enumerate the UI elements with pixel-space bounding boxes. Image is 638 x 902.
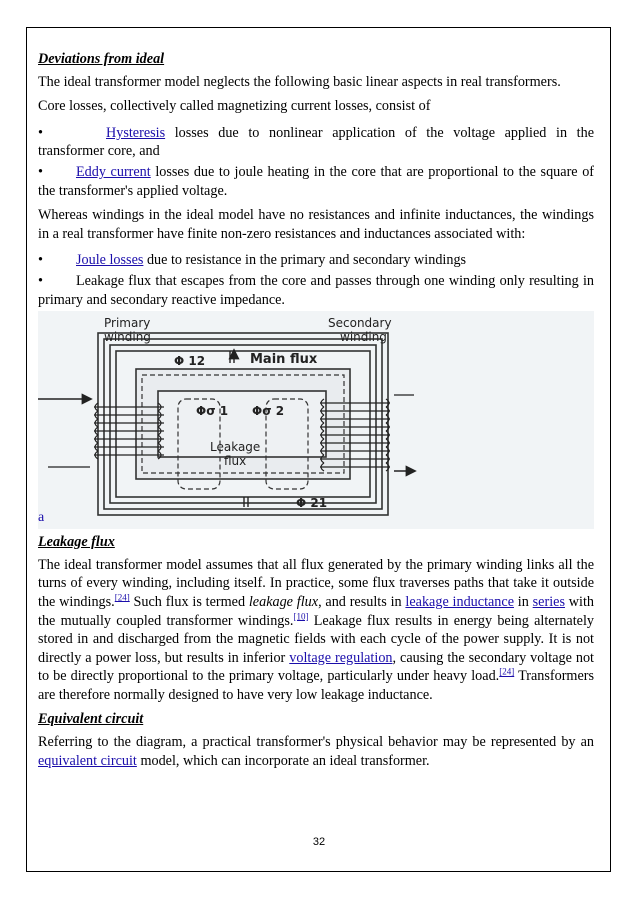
bullet-icon: • <box>38 124 43 141</box>
paragraph: Core losses, collectively called magnetizing current losses, consist of <box>38 98 431 115</box>
return-flux-arrow <box>244 497 248 507</box>
leakage-flux-figure <box>38 311 594 529</box>
series-link[interactable]: series <box>532 593 565 610</box>
list-item: • Eddy current losses due to joule heating in the core that are proportional to the square of the transformer's applied voltage. <box>38 163 595 199</box>
phi-sigma1-label: Φσ 1 <box>196 404 229 419</box>
secondary-label-1: Secondary <box>328 316 392 331</box>
paragraph: The ideal transformer model neglects the following basic linear aspects in real transformers. <box>38 73 561 90</box>
leakage-inductance-link[interactable]: leakage inductance <box>405 593 514 610</box>
section-heading-equivalent: Equivalent circuit <box>38 711 144 728</box>
reference-link[interactable]: [24] <box>499 666 515 677</box>
main-flux-label: Main flux <box>250 352 318 368</box>
voltage-regulation-link[interactable]: voltage regulation <box>289 649 393 666</box>
section-heading-deviations: Deviations from ideal <box>38 51 165 67</box>
bullet-icon: • <box>38 252 43 269</box>
equivalent-paragraph: Referring to the diagram, a practical transformer's physical behavior may be represented by an equivalent circuit model, which can incorporate an ideal transformer. <box>38 734 594 769</box>
equivalent-circuit-link[interactable]: equivalent circuit <box>38 752 137 769</box>
page-content <box>38 50 594 776</box>
list-item: • Hysteresis losses due to nonlinear application of the voltage applied in the transformer core, and <box>38 124 594 160</box>
page-number: 32 <box>312 836 326 848</box>
section-heading-leakage: Leakage flux <box>38 534 115 551</box>
main-flux-arrow <box>230 351 234 363</box>
bullet-icon: • <box>38 163 43 180</box>
hysteresis-link[interactable]: Hysteresis <box>106 124 166 141</box>
list-item: • Leakage flux that escapes from the core and passes through one winding only resulting in primary and secondary reactive impedance. <box>38 272 594 308</box>
reference-link[interactable]: [10] <box>293 610 309 621</box>
leakage-label-1: Leakage <box>210 440 261 455</box>
paragraph: Whereas windings in the ideal model have no resistances and infinite inductances, the windings in a real transformer have finite non-zero resistances and inductances associated with: <box>38 207 594 242</box>
leakage-label-2: flux <box>224 454 247 469</box>
bullet-icon: • <box>38 272 43 289</box>
phi21-label: Φ 21 <box>296 496 328 511</box>
eddy-current-link[interactable]: Eddy current <box>76 163 151 180</box>
reference-link[interactable]: [24] <box>114 592 130 603</box>
list-item: • Joule losses due to resistance in the primary and secondary windings <box>38 252 467 269</box>
joule-losses-link[interactable]: Joule losses <box>76 252 144 269</box>
figure-caption-link[interactable]: a <box>38 509 45 525</box>
phi-sigma2-label: Φσ 2 <box>252 404 285 419</box>
secondary-label-2: winding <box>340 330 387 345</box>
primary-label-1: Primary <box>104 316 151 331</box>
primary-label-2: winding <box>104 330 151 345</box>
phi12-label: Φ 12 <box>174 354 206 369</box>
leakage-paragraph: The ideal transformer model assumes that all flux generated by the primary winding links all the turns of every winding, including itself. In practice, some flux traverses paths that take it outside the windings.[24] Such flux is termed leakage flux, and results in leakage inductance in series with the mutually coupled transformer windings.[10] Leakage flux results in energy being alternately stored in and discharged from the magnetic fields with each cycle of the power supply. It is not directly a power loss, but results in inferior voltage regulation, causing the secondary voltage not to be directly proportional to the primary voltage, particularly under heavy load.[24] Transformers are therefore normally designed to have very low leakage inductance. <box>38 556 595 703</box>
transformer-diagram <box>38 311 594 529</box>
